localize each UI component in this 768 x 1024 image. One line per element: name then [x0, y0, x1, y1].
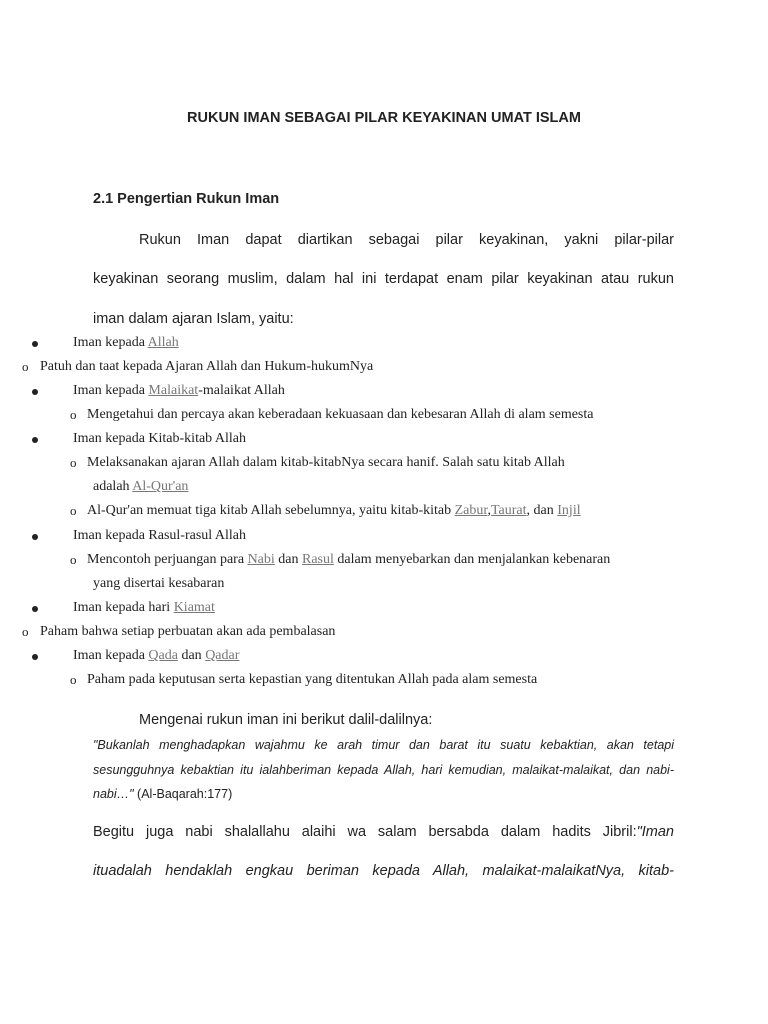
link-qadar[interactable]: Qadar: [205, 648, 240, 663]
section-heading: 2.1 Pengertian Rukun Iman: [93, 191, 280, 207]
sub-item-patuh: Patuh dan taat kepada Ajaran Allah dan Hukum-hukumNya: [40, 359, 374, 374]
list-item-iman-allah: Iman kepada Allah: [73, 335, 179, 350]
bullet-icon: [32, 389, 38, 395]
list-item-iman-malaikat: Iman kepada Malaikat-malaikat Allah: [73, 383, 285, 398]
bullet-icon: [32, 534, 38, 540]
link-kiamat[interactable]: Kiamat: [173, 600, 215, 615]
list-item-iman-kiamat: Iman kepada hari Kiamat: [73, 600, 215, 615]
bullet-icon: [32, 654, 38, 660]
list-item-iman-rasul: Iman kepada Rasul-rasul Allah: [73, 528, 247, 543]
quote-line-1: "Bukanlah menghadapkan wajahmu ke arah timur dan barat itu suatu kebaktian, akan tetapi: [93, 738, 674, 752]
circle-bullet-icon: o: [22, 624, 29, 639]
document-title: RUKUN IMAN SEBAGAI PILAR KEYAKINAN UMAT ISLAM: [187, 110, 581, 126]
link-taurat[interactable]: Taurat: [490, 503, 527, 518]
circle-bullet-icon: o: [22, 359, 29, 374]
link-qada[interactable]: Qada: [148, 648, 178, 663]
sub-item-al-quran-memuat: Al-Qur'an memuat tiga kitab Allah sebelumnya, yaitu kitab-kitab Zabur,Taurat, dan Injil: [87, 503, 581, 518]
intro-line-1: Rukun Iman dapat diartikan sebagai pilar keyakinan, yakni pilar-pilar: [139, 232, 674, 248]
link-nabi[interactable]: Nabi: [247, 552, 275, 567]
link-al-quran[interactable]: Al-Qur'an: [132, 479, 189, 494]
link-rasul[interactable]: Rasul: [302, 552, 334, 567]
bullet-icon: [32, 606, 38, 612]
circle-bullet-icon: o: [70, 672, 77, 687]
quote-line-3: nabi…" (Al-Baqarah:177): [93, 787, 233, 801]
sub-item-paham-keputusan: Paham pada keputusan serta kepastian yang ditentukan Allah pada alam semesta: [87, 672, 538, 687]
link-injil[interactable]: Injil: [557, 503, 581, 518]
quote-line-2: sesungguhnya kebaktian itu ialahberiman kepada Allah, hari kemudian, malaikat-malaikat, dan nabi-: [93, 763, 674, 777]
dalil-intro: Mengenai rukun iman ini berikut dalil-dalilnya:: [139, 712, 433, 728]
circle-bullet-icon: o: [70, 503, 77, 518]
intro-line-3: iman dalam ajaran Islam, yaitu:: [93, 311, 294, 327]
sub-item-mencontoh: Mencontoh perjuangan para Nabi dan Rasul dalam menyebarkan dan menjalankan kebenaran: [87, 552, 611, 567]
link-zabur[interactable]: Zabur: [454, 503, 488, 518]
sub-item-melaksanakan: Melaksanakan ajaran Allah dalam kitab-kitabNya secara hanif. Salah satu kitab Allah: [87, 455, 565, 470]
link-allah[interactable]: Allah: [147, 335, 179, 350]
sub-item-mengetahui: Mengetahui dan percaya akan keberadaan kekuasaan dan kebesaran Allah di alam semesta: [87, 407, 594, 422]
sub-item-melaksanakan-cont: adalah Al-Qur'an: [93, 479, 189, 494]
circle-bullet-icon: o: [70, 407, 77, 422]
list-item-iman-qada-qadar: Iman kepada Qada dan Qadar: [73, 648, 240, 663]
circle-bullet-icon: o: [70, 455, 77, 470]
sub-item-mencontoh-cont: yang disertai kesabaran: [93, 576, 225, 591]
link-malaikat[interactable]: Malaikat: [148, 383, 199, 398]
bullet-icon: [32, 437, 38, 443]
hadith-line-1: Begitu juga nabi shalallahu alaihi wa salam bersabda dalam hadits Jibril:"Iman: [93, 824, 674, 840]
list-item-iman-kitab: Iman kepada Kitab-kitab Allah: [73, 431, 246, 446]
sub-item-paham-pembalasan: Paham bahwa setiap perbuatan akan ada pembalasan: [40, 624, 336, 639]
circle-bullet-icon: o: [70, 552, 77, 567]
bullet-icon: [32, 341, 38, 347]
intro-line-2: keyakinan seorang muslim, dalam hal ini terdapat enam pilar keyakinan atau rukun: [93, 271, 674, 287]
hadith-line-2: ituadalah hendaklah engkau beriman kepada Allah, malaikat-malaikatNya, kitab-: [93, 863, 674, 879]
